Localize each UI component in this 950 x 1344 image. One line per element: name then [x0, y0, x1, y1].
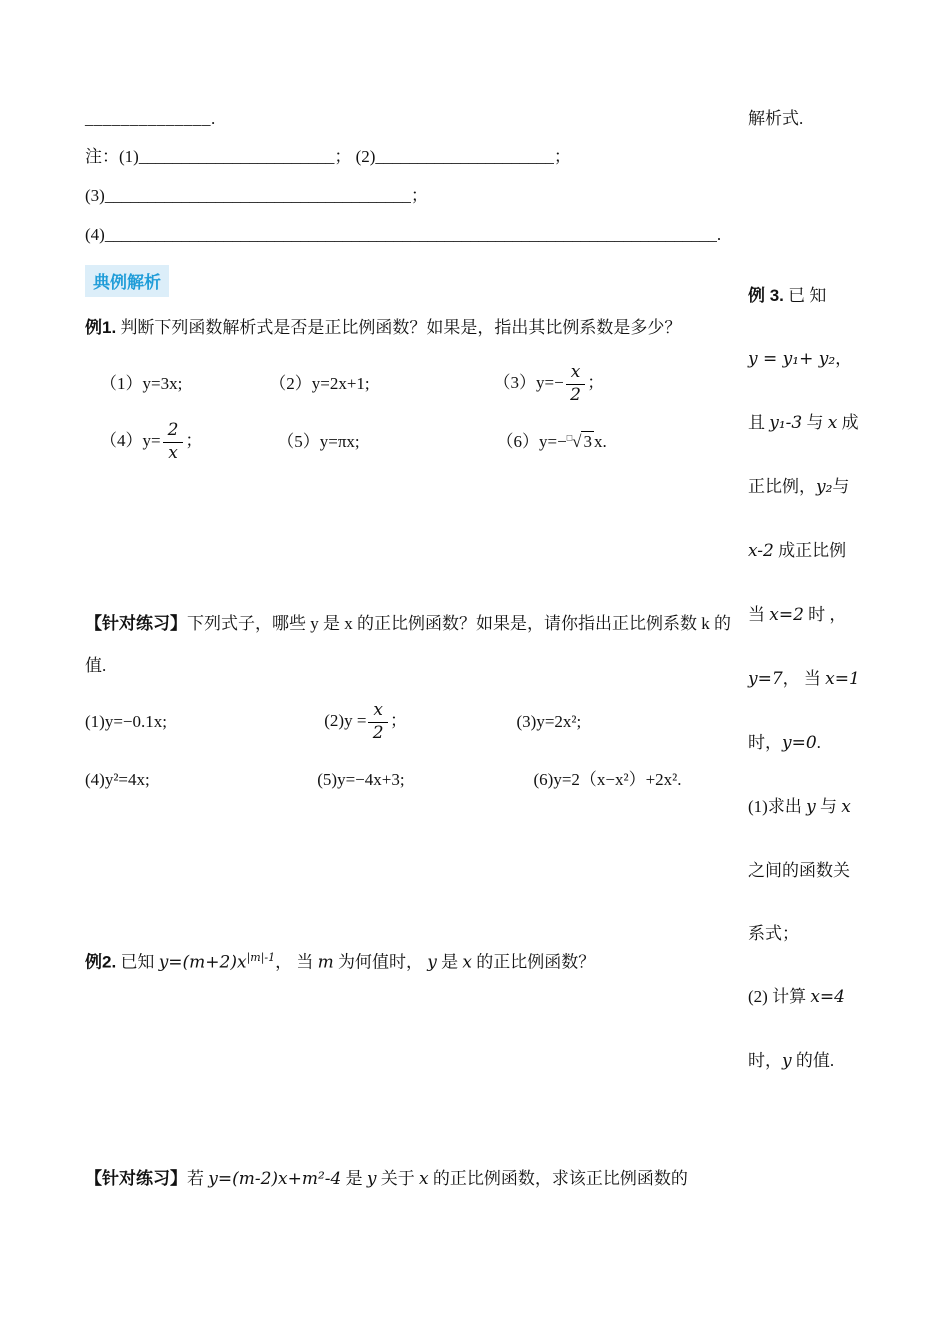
text-segment: 的正比例函数，求该正比例函数的	[428, 1168, 688, 1188]
practice1-items-row1	[85, 697, 740, 745]
text-segment: 为何值时，	[333, 952, 428, 972]
main-column	[85, 106, 740, 1196]
text-segment: 例 3.	[748, 286, 784, 305]
fraction-numerator: x	[368, 701, 388, 723]
text-segment: ， 当	[275, 952, 318, 972]
text-segment: x	[418, 1168, 429, 1189]
example1-item-6-suffix: x.	[593, 432, 607, 452]
example1-item-4	[85, 421, 273, 463]
example3-line	[748, 519, 940, 583]
text-segment: 时，	[748, 733, 782, 752]
example1-item-3-suffix: ；	[587, 373, 605, 392]
practice1-item-6: (6)y=2（x−x²）+2x².	[533, 770, 682, 790]
text-segment: y	[806, 797, 816, 817]
example1-item-5: （5）y=πx;	[277, 432, 360, 452]
text-segment: 系式；	[748, 924, 799, 943]
practice1-item-5: (5)y=−4x+3;	[317, 770, 405, 790]
note-line-1-2: 注：(1)_______________________； (2)_____________________；	[85, 147, 571, 166]
example3-line	[748, 711, 940, 775]
radicand: 3	[583, 432, 592, 452]
example3-line	[748, 391, 940, 455]
text-segment: x=4	[810, 987, 845, 1007]
section-label-example-analysis: 典例解析	[85, 265, 169, 297]
text-segment: 已知	[116, 952, 159, 972]
practice1-label: 【针对练习】	[85, 614, 187, 633]
fraction-denominator: 2	[372, 722, 384, 743]
text-segment: 是	[436, 952, 463, 972]
example3-block	[748, 264, 940, 1093]
note-line-3: (3)____________________________________；	[85, 186, 428, 205]
text-segment: 关于	[376, 1168, 419, 1188]
text-segment: 之间的函数关	[748, 861, 850, 880]
text-segment: y	[366, 1168, 377, 1189]
continuation-text: 解析式.	[748, 109, 804, 128]
practice1-item-2-prefix: (2)y =	[324, 711, 367, 730]
fraction-numerator: x	[566, 363, 586, 385]
text-segment: x=1	[825, 669, 860, 689]
side-column	[740, 106, 940, 1196]
text-segment: 已 知	[783, 286, 827, 305]
example1-item-6-prefix: （6）y=−	[496, 432, 567, 452]
text-segment: y₂	[816, 477, 833, 497]
example1-items-row2	[85, 417, 740, 465]
superscript: |m|-1	[246, 951, 276, 964]
example3-line	[748, 455, 940, 519]
practice1-item-2	[324, 701, 512, 743]
text-segment: 的值.	[791, 1051, 835, 1070]
fraction	[566, 363, 586, 405]
text-segment: 当	[748, 605, 770, 624]
text-segment: y=7	[748, 669, 783, 689]
example1-item-3	[494, 363, 605, 405]
text-segment: 与	[832, 477, 850, 496]
text-segment: 若	[187, 1168, 209, 1188]
text-segment: 【针对练习】	[85, 1168, 187, 1188]
text-segment: y = y₁+ y₂	[748, 349, 836, 369]
text-segment: x=2	[769, 605, 804, 625]
text-segment: 成正比例	[773, 541, 847, 560]
example1-item-3-prefix: （3）y=−	[493, 373, 564, 392]
example3-line	[748, 775, 940, 839]
two-column-layout	[0, 106, 950, 1196]
text-segment: y=(m-2)x+m²-4	[208, 1168, 342, 1189]
example3-line	[748, 839, 940, 902]
text-segment: 且	[748, 413, 770, 432]
practice2-line	[85, 1162, 740, 1196]
text-segment: 时 ，	[803, 605, 847, 624]
example1-title	[85, 307, 740, 349]
example1-item-6	[497, 430, 607, 454]
text-segment: (2) 计算	[748, 987, 811, 1006]
text-segment: y	[782, 1051, 792, 1071]
fill-blank-line: ______________.	[85, 109, 216, 128]
example3-line	[748, 327, 940, 391]
fraction	[368, 701, 388, 743]
text-segment: y=(m+2)x	[158, 952, 247, 973]
text-segment: x	[841, 797, 851, 817]
practice1-item-4: (4)y²=4x;	[85, 770, 150, 790]
example3-line	[748, 902, 940, 965]
example3-line	[748, 1029, 940, 1093]
text-segment: m	[317, 952, 334, 973]
example3-line	[748, 264, 940, 327]
missing-glyph-box: □	[566, 432, 573, 443]
example2-line	[85, 941, 740, 980]
text-segment: 的正比例函数？	[471, 952, 596, 972]
practice1-items-row2	[85, 755, 740, 803]
text-segment: x	[462, 952, 472, 973]
text-segment: .	[816, 733, 821, 752]
text-segment: x-2	[748, 541, 774, 561]
example3-line	[748, 647, 940, 711]
radical	[572, 430, 594, 454]
text-segment: 时，	[748, 1051, 782, 1070]
example3-line	[748, 965, 940, 1029]
text-segment: y	[427, 952, 437, 973]
text-segment: 是	[341, 1168, 367, 1188]
text-segment: 成	[837, 413, 859, 432]
practice1-item-2-suffix: ；	[390, 711, 408, 730]
note-line-4: (4)________________________________________________________________________.	[85, 225, 722, 244]
example1-items-row1	[85, 359, 740, 407]
example1-item-4-prefix: （4）y=	[100, 431, 161, 450]
example3-line	[748, 583, 940, 647]
practice1-item-1: (1)y=−0.1x;	[85, 712, 167, 732]
practice1-item-3: (3)y=2x²;	[516, 712, 582, 732]
example1-item-2: （2）y=2x+1;	[269, 374, 370, 394]
text-segment: ，	[835, 349, 853, 368]
example1-question: 判断下列函数解析式是否是正比例函数？如果是，指出其比例系数是多少？	[116, 318, 682, 337]
example1-label: 例1.	[85, 318, 117, 337]
example1-item-4-suffix: ；	[185, 431, 203, 450]
practice1-title	[85, 603, 740, 687]
text-segment: y₁-3	[769, 413, 803, 433]
text-segment: x	[827, 413, 838, 433]
text-segment: 正比例，	[748, 477, 816, 496]
practice1-question: 下列式子，哪些 y 是 x 的正比例函数？如果是，请你指出正比例系数 k 的值.	[85, 614, 731, 675]
practice1-block	[85, 603, 740, 803]
text-segment: y=0	[782, 733, 817, 753]
text-segment: 与	[815, 797, 842, 816]
example1-item-1: （1）y=3x;	[100, 374, 183, 394]
fraction-numerator: 2	[163, 421, 184, 443]
fraction-denominator: x	[168, 442, 178, 463]
fraction	[163, 421, 184, 463]
text-segment: 与	[802, 413, 828, 432]
radical-sign: √	[572, 432, 582, 452]
text-segment: ， 当	[782, 669, 826, 688]
text-segment: (1)求出	[748, 797, 807, 816]
fraction-denominator: 2	[570, 384, 581, 405]
text-segment: 例2.	[85, 952, 117, 972]
